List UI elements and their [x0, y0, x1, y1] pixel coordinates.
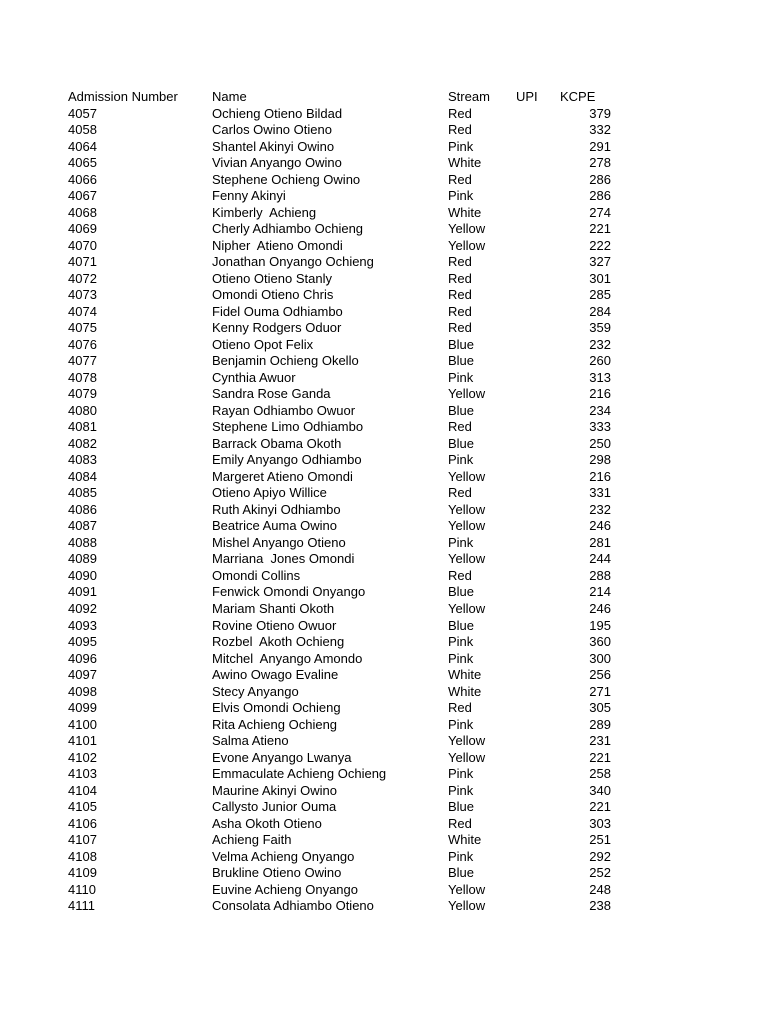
cell-kcpe: 195	[589, 617, 611, 633]
cell-name: Salma Atieno	[212, 733, 289, 749]
cell-kcpe: 359	[589, 320, 611, 336]
cell-name: Benjamin Ochieng Okello	[212, 353, 359, 369]
cell-admission-number: 4058	[68, 122, 97, 138]
cell-kcpe: 231	[589, 733, 611, 749]
cell-admission-number: 4105	[68, 799, 97, 815]
cell-name: Emily Anyango Odhiambo	[212, 452, 362, 468]
table-row	[0, 700, 768, 717]
table-row	[0, 667, 768, 684]
cell-kcpe: 232	[589, 501, 611, 517]
cell-admission-number: 4100	[68, 716, 97, 732]
cell-kcpe: 333	[589, 419, 611, 435]
cell-admission-number: 4086	[68, 501, 97, 517]
cell-kcpe: 305	[589, 700, 611, 716]
cell-kcpe: 291	[589, 138, 611, 154]
cell-stream: Yellow	[448, 518, 486, 534]
table-row	[0, 419, 768, 436]
cell-name: Achieng Faith	[212, 832, 292, 848]
cell-admission-number: 4085	[68, 485, 97, 501]
cell-name: Brukline Otieno Owino	[212, 865, 342, 881]
table-header-row	[0, 89, 768, 106]
cell-kcpe: 256	[589, 667, 611, 683]
cell-name: Barrack Obama Okoth	[212, 435, 342, 451]
cell-stream: Red	[448, 122, 472, 138]
cell-kcpe: 288	[589, 567, 611, 583]
cell-name: Consolata Adhiambo Otieno	[212, 898, 374, 914]
cell-name: Sandra Rose Ganda	[212, 386, 331, 402]
cell-stream: Pink	[448, 634, 474, 650]
cell-stream: Blue	[448, 799, 475, 815]
cell-kcpe: 300	[589, 650, 611, 666]
cell-name: Otieno Opot Felix	[212, 336, 314, 352]
header-name: Name	[212, 89, 247, 104]
cell-stream: Red	[448, 303, 472, 319]
cell-admission-number: 4083	[68, 452, 97, 468]
cell-stream: Pink	[448, 766, 474, 782]
cell-stream: Red	[448, 700, 472, 716]
cell-stream: Pink	[448, 369, 474, 385]
table-row	[0, 172, 768, 189]
cell-stream: Yellow	[448, 386, 486, 402]
cell-kcpe: 221	[589, 221, 611, 237]
cell-kcpe: 286	[589, 171, 611, 187]
cell-kcpe: 292	[589, 848, 611, 864]
table-row	[0, 717, 768, 734]
table-row	[0, 188, 768, 205]
table-row	[0, 155, 768, 172]
cell-stream: Yellow	[448, 551, 486, 567]
cell-stream: Pink	[448, 782, 474, 798]
cell-kcpe: 278	[589, 155, 611, 171]
table-row	[0, 568, 768, 585]
cell-name: Ochieng Otieno Bildad	[212, 105, 343, 121]
cell-stream: White	[448, 155, 482, 171]
table-row	[0, 783, 768, 800]
table-row	[0, 898, 768, 915]
table-row	[0, 485, 768, 502]
cell-kcpe: 244	[589, 551, 611, 567]
cell-stream: Red	[448, 105, 472, 121]
cell-stream: Red	[448, 485, 472, 501]
cell-admission-number: 4093	[68, 617, 97, 633]
table-row	[0, 618, 768, 635]
table-row	[0, 122, 768, 139]
table-row	[0, 452, 768, 469]
table-row	[0, 766, 768, 783]
cell-name: Rita Achieng Ochieng	[212, 716, 338, 732]
cell-admission-number: 4074	[68, 303, 97, 319]
cell-kcpe: 248	[589, 881, 611, 897]
cell-name: Cynthia Awuor	[212, 369, 296, 385]
cell-admission-number: 4079	[68, 386, 97, 402]
table-row	[0, 353, 768, 370]
cell-stream: Blue	[448, 865, 475, 881]
cell-stream: Red	[448, 270, 472, 286]
cell-kcpe: 232	[589, 336, 611, 352]
cell-kcpe: 234	[589, 402, 611, 418]
cell-admission-number: 4078	[68, 369, 97, 385]
cell-stream: Yellow	[448, 733, 486, 749]
header-upi: UPI	[516, 89, 538, 104]
cell-name: Evone Anyango Lwanya	[212, 749, 352, 765]
cell-kcpe: 214	[589, 584, 611, 600]
cell-kcpe: 216	[589, 386, 611, 402]
cell-kcpe: 221	[589, 749, 611, 765]
cell-stream: Red	[448, 254, 472, 270]
table-row	[0, 634, 768, 651]
cell-kcpe: 327	[589, 254, 611, 270]
cell-kcpe: 298	[589, 452, 611, 468]
cell-kcpe: 379	[589, 105, 611, 121]
cell-kcpe: 250	[589, 435, 611, 451]
cell-name: Jonathan Onyango Ochieng	[212, 254, 374, 270]
table-row	[0, 601, 768, 618]
cell-name: Nipher Atieno Omondi	[212, 237, 343, 253]
cell-admission-number: 4069	[68, 221, 97, 237]
table-row	[0, 551, 768, 568]
table-row	[0, 865, 768, 882]
cell-admission-number: 4096	[68, 650, 97, 666]
cell-name: Vivian Anyango Owino	[212, 155, 342, 171]
table-row	[0, 816, 768, 833]
table-row	[0, 271, 768, 288]
cell-stream: White	[448, 832, 482, 848]
cell-stream: Yellow	[448, 468, 486, 484]
table-row	[0, 205, 768, 222]
cell-name: Elvis Omondi Ochieng	[212, 700, 341, 716]
cell-stream: Pink	[448, 534, 474, 550]
cell-admission-number: 4111	[68, 898, 95, 914]
cell-stream: Pink	[448, 650, 474, 666]
cell-kcpe: 274	[589, 204, 611, 220]
cell-admission-number: 4084	[68, 468, 97, 484]
cell-name: Maurine Akinyi Owino	[212, 782, 337, 798]
table-row	[0, 403, 768, 420]
cell-name: Rozbel Akoth Ochieng	[212, 634, 345, 650]
table-row	[0, 733, 768, 750]
cell-admission-number: 4076	[68, 336, 97, 352]
cell-stream: Pink	[448, 452, 474, 468]
cell-kcpe: 284	[589, 303, 611, 319]
cell-kcpe: 331	[589, 485, 611, 501]
cell-kcpe: 340	[589, 782, 611, 798]
cell-name: Kenny Rodgers Oduor	[212, 320, 342, 336]
cell-name: Margeret Atieno Omondi	[212, 468, 353, 484]
cell-stream: Blue	[448, 402, 475, 418]
cell-stream: Blue	[448, 353, 475, 369]
cell-kcpe: 238	[589, 898, 611, 914]
cell-admission-number: 4102	[68, 749, 97, 765]
cell-kcpe: 303	[589, 815, 611, 831]
cell-name: Callysto Junior Ouma	[212, 799, 337, 815]
table-row	[0, 832, 768, 849]
cell-admission-number: 4068	[68, 204, 97, 220]
cell-kcpe: 260	[589, 353, 611, 369]
cell-kcpe: 252	[589, 865, 611, 881]
table-body	[0, 106, 768, 915]
cell-kcpe: 289	[589, 716, 611, 732]
cell-kcpe: 222	[589, 237, 611, 253]
cell-kcpe: 216	[589, 468, 611, 484]
cell-stream: Yellow	[448, 881, 486, 897]
cell-name: Mitchel Anyango Amondo	[212, 650, 363, 666]
table-row	[0, 238, 768, 255]
cell-name: Marriana Jones Omondi	[212, 551, 355, 567]
cell-kcpe: 246	[589, 600, 611, 616]
cell-admission-number: 4106	[68, 815, 97, 831]
cell-stream: Red	[448, 419, 472, 435]
cell-admission-number: 4070	[68, 237, 97, 253]
cell-stream: Yellow	[448, 221, 486, 237]
cell-stream: Yellow	[448, 237, 486, 253]
cell-kcpe: 285	[589, 287, 611, 303]
cell-stream: Yellow	[448, 749, 486, 765]
cell-stream: White	[448, 204, 482, 220]
table-row	[0, 337, 768, 354]
cell-admission-number: 4097	[68, 667, 97, 683]
cell-name: Otieno Otieno Stanly	[212, 270, 332, 286]
table-row	[0, 304, 768, 321]
cell-name: Cherly Adhiambo Ochieng	[212, 221, 364, 237]
table-row	[0, 535, 768, 552]
cell-name: Omondi Otieno Chris	[212, 287, 334, 303]
cell-stream: White	[448, 683, 482, 699]
cell-admission-number: 4092	[68, 600, 97, 616]
cell-name: Carlos Owino Otieno	[212, 122, 332, 138]
cell-admission-number: 4081	[68, 419, 97, 435]
cell-stream: Yellow	[448, 898, 486, 914]
cell-kcpe: 313	[589, 369, 611, 385]
cell-stream: Yellow	[448, 600, 486, 616]
cell-admission-number: 4073	[68, 287, 97, 303]
cell-admission-number: 4110	[68, 881, 96, 897]
cell-stream: Red	[448, 815, 472, 831]
cell-admission-number: 4099	[68, 700, 97, 716]
cell-name: Fidel Ouma Odhiambo	[212, 303, 343, 319]
cell-admission-number: 4087	[68, 518, 97, 534]
cell-kcpe: 221	[589, 799, 611, 815]
cell-admission-number: 4089	[68, 551, 97, 567]
cell-kcpe: 271	[589, 683, 611, 699]
cell-name: Rovine Otieno Owuor	[212, 617, 337, 633]
cell-admission-number: 4080	[68, 402, 97, 418]
table-row	[0, 502, 768, 519]
header-admission-number: Admission Number	[68, 89, 178, 104]
cell-name: Stephene Ochieng Owino	[212, 171, 361, 187]
cell-admission-number: 4064	[68, 138, 97, 154]
cell-name: Stephene Limo Odhiambo	[212, 419, 364, 435]
cell-admission-number: 4072	[68, 270, 97, 286]
table-row	[0, 849, 768, 866]
table-row	[0, 584, 768, 601]
cell-name: Mishel Anyango Otieno	[212, 534, 346, 550]
cell-admission-number: 4107	[68, 832, 97, 848]
table-row	[0, 106, 768, 123]
cell-kcpe: 251	[589, 832, 611, 848]
cell-admission-number: 4104	[68, 782, 97, 798]
cell-admission-number: 4101	[68, 733, 97, 749]
table-row	[0, 684, 768, 701]
cell-kcpe: 301	[589, 270, 611, 286]
table-row	[0, 436, 768, 453]
table-row	[0, 370, 768, 387]
cell-admission-number: 4071	[68, 254, 97, 270]
cell-name: Velma Achieng Onyango	[212, 848, 355, 864]
cell-admission-number: 4082	[68, 435, 97, 451]
header-kcpe: KCPE	[560, 89, 596, 104]
cell-name: Stecy Anyango	[212, 683, 299, 699]
table-row	[0, 221, 768, 238]
table-row	[0, 799, 768, 816]
student-table	[0, 89, 768, 915]
cell-kcpe: 332	[589, 122, 611, 138]
cell-name: Euvine Achieng Onyango	[212, 881, 358, 897]
table-row	[0, 287, 768, 304]
cell-admission-number: 4090	[68, 567, 97, 583]
cell-admission-number: 4091	[68, 584, 97, 600]
cell-kcpe: 360	[589, 634, 611, 650]
table-row	[0, 882, 768, 899]
cell-admission-number: 4066	[68, 171, 97, 187]
cell-stream: Blue	[448, 584, 475, 600]
cell-admission-number: 4108	[68, 848, 97, 864]
cell-name: Fenwick Omondi Onyango	[212, 584, 366, 600]
cell-stream: Pink	[448, 716, 474, 732]
cell-admission-number: 4057	[68, 105, 97, 121]
cell-stream: Pink	[448, 848, 474, 864]
cell-stream: Red	[448, 287, 472, 303]
cell-name: Rayan Odhiambo Owuor	[212, 402, 356, 418]
cell-name: Asha Okoth Otieno	[212, 815, 322, 831]
cell-admission-number: 4067	[68, 188, 97, 204]
table-row	[0, 320, 768, 337]
cell-stream: Yellow	[448, 501, 486, 517]
header-stream: Stream	[448, 89, 490, 104]
cell-admission-number: 4075	[68, 320, 97, 336]
cell-admission-number: 4098	[68, 683, 97, 699]
cell-admission-number: 4103	[68, 766, 97, 782]
table-row	[0, 750, 768, 767]
cell-name: Ruth Akinyi Odhiambo	[212, 501, 341, 517]
cell-name: Shantel Akinyi Owino	[212, 138, 335, 154]
cell-stream: Pink	[448, 188, 474, 204]
cell-stream: Blue	[448, 336, 475, 352]
cell-kcpe: 258	[589, 766, 611, 782]
cell-stream: Blue	[448, 617, 475, 633]
table-row	[0, 139, 768, 156]
table-row	[0, 469, 768, 486]
cell-admission-number: 4088	[68, 534, 97, 550]
cell-stream: Red	[448, 320, 472, 336]
cell-kcpe: 286	[589, 188, 611, 204]
cell-name: Mariam Shanti Okoth	[212, 600, 335, 616]
cell-name: Beatrice Auma Owino	[212, 518, 338, 534]
cell-kcpe: 246	[589, 518, 611, 534]
cell-stream: Red	[448, 567, 472, 583]
table-row	[0, 386, 768, 403]
cell-admission-number: 4095	[68, 634, 97, 650]
cell-stream: White	[448, 667, 482, 683]
cell-name: Fenny Akinyi	[212, 188, 286, 204]
cell-stream: Pink	[448, 138, 474, 154]
cell-admission-number: 4077	[68, 353, 97, 369]
table-row	[0, 651, 768, 668]
cell-name: Emmaculate Achieng Ochieng	[212, 766, 387, 782]
cell-name: Otieno Apiyo Willice	[212, 485, 327, 501]
cell-admission-number: 4109	[68, 865, 97, 881]
cell-name: Awino Owago Evaline	[212, 667, 339, 683]
cell-admission-number: 4065	[68, 155, 97, 171]
cell-stream: Red	[448, 171, 472, 187]
cell-name: Kimberly Achieng	[212, 204, 317, 220]
table-row	[0, 254, 768, 271]
cell-stream: Blue	[448, 435, 475, 451]
cell-kcpe: 281	[589, 534, 611, 550]
table-row	[0, 518, 768, 535]
cell-name: Omondi Collins	[212, 567, 301, 583]
